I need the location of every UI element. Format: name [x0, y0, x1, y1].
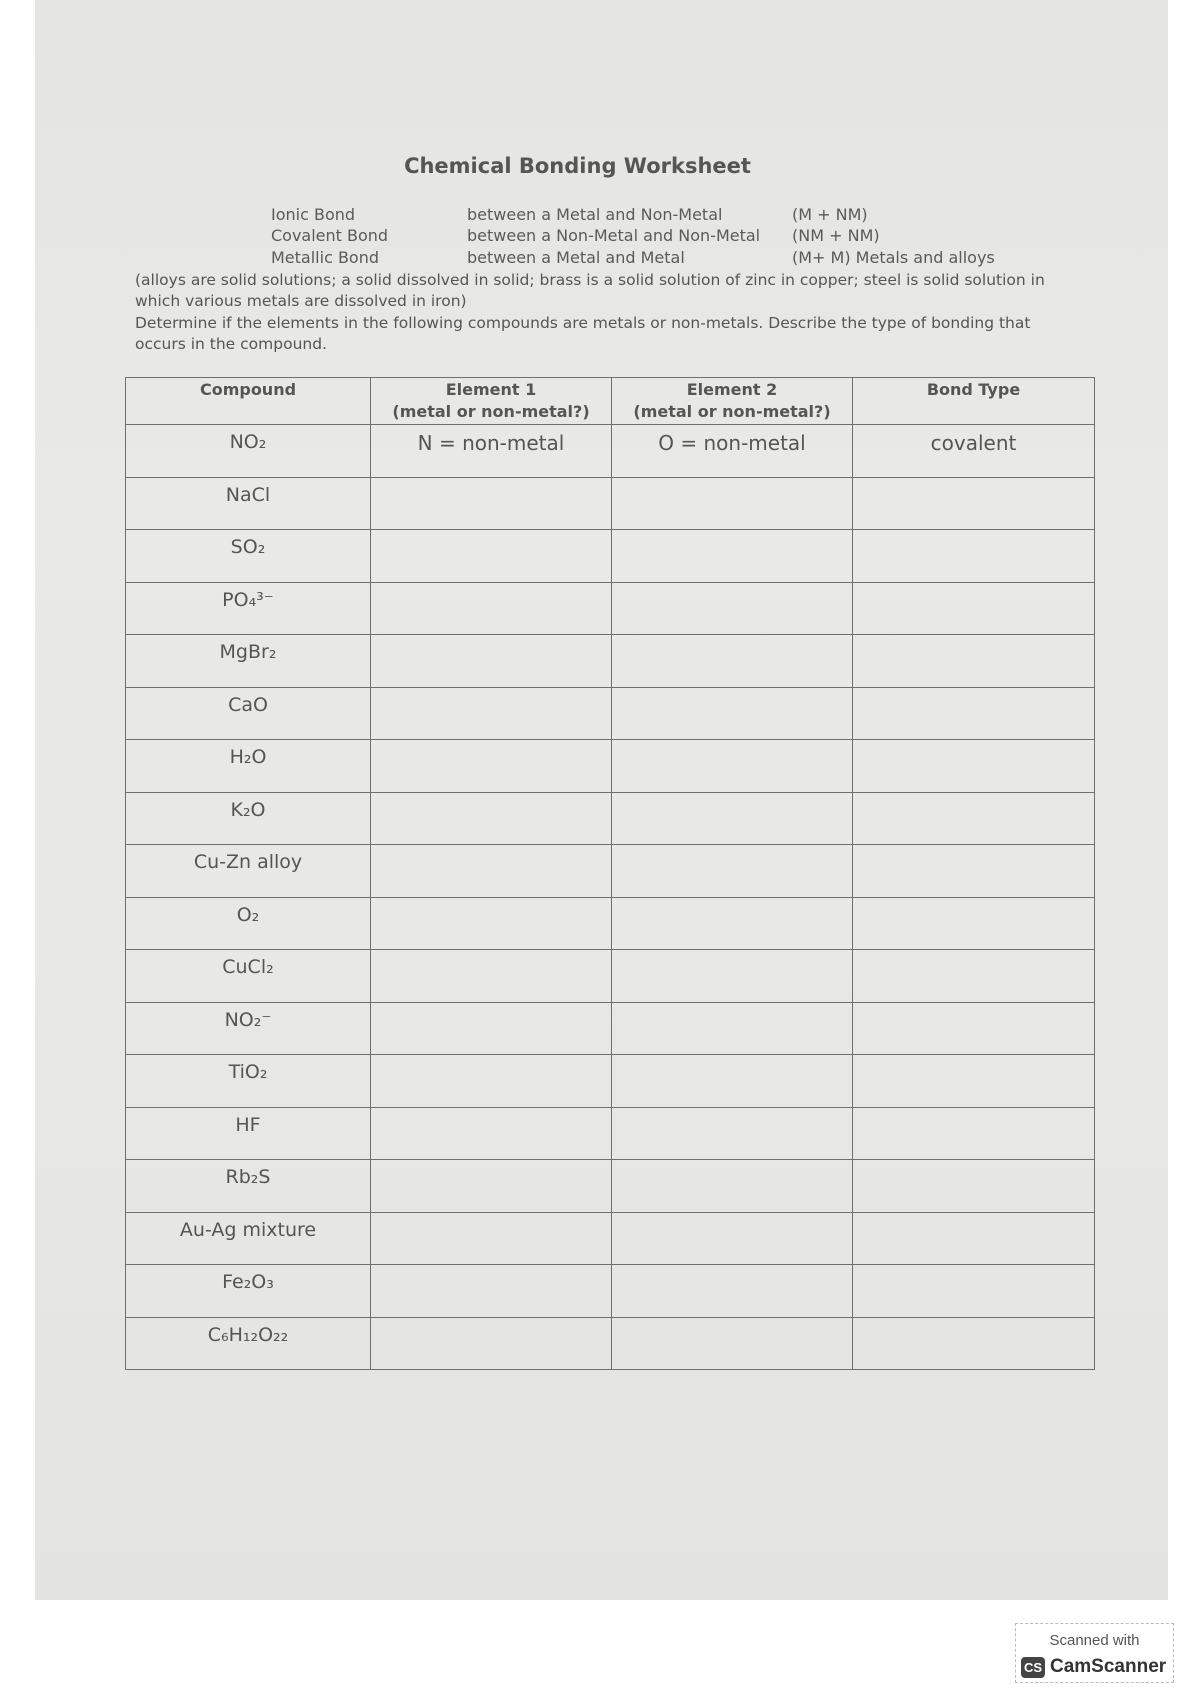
instructions: Determine if the elements in the following compounds are metals or non-metals. Describe the type of bonding that occurs in the compound. [135, 314, 1031, 353]
compound-cell: TiO₂ [126, 1055, 371, 1108]
element-2-cell[interactable] [612, 1160, 853, 1213]
header-element-1: Element 1 (metal or non-metal?) [371, 378, 612, 425]
table-body [126, 425, 1095, 1370]
table-row [126, 1160, 1095, 1213]
watermark-caption: Scanned with [1049, 1632, 1140, 1649]
element-1-cell[interactable] [371, 1055, 612, 1108]
definition-description: between a Metal and Metal [467, 248, 685, 267]
bond-type-cell[interactable] [853, 635, 1095, 688]
table-row [126, 792, 1095, 845]
bond-type-cell[interactable] [853, 845, 1095, 898]
bond-type-cell[interactable] [853, 1160, 1095, 1213]
table-header-row [126, 378, 1095, 425]
compound-cell: Au-Ag mixture [126, 1212, 371, 1265]
camscanner-logo-icon: CS [1021, 1657, 1045, 1678]
bond-type-cell[interactable] [853, 897, 1095, 950]
element-1-cell[interactable] [371, 897, 612, 950]
table-row [126, 477, 1095, 530]
bond-type-cell[interactable] [853, 950, 1095, 1003]
table-row [126, 897, 1095, 950]
definition-name: Ionic Bond [271, 205, 356, 224]
element-2-cell[interactable] [612, 635, 853, 688]
element-1-cell[interactable] [371, 950, 612, 1003]
bond-type-cell[interactable] [853, 1317, 1095, 1370]
bond-type-cell[interactable] [853, 530, 1095, 583]
element-2-cell[interactable] [612, 1317, 853, 1370]
header-compound: Compound [126, 378, 371, 425]
element-2-cell[interactable] [612, 582, 853, 635]
element-1-cell[interactable] [371, 477, 612, 530]
compound-cell: HF [126, 1107, 371, 1160]
definition-metallic [0, 247, 1200, 269]
compound-cell: H₂O [126, 740, 371, 793]
element-1-cell[interactable] [371, 687, 612, 740]
definition-ionic [0, 204, 1200, 226]
compound-cell: NaCl [126, 477, 371, 530]
element-2-cell[interactable] [612, 687, 853, 740]
compound-cell: Cu-Zn alloy [126, 845, 371, 898]
compound-cell: K₂O [126, 792, 371, 845]
element-2-cell[interactable] [612, 1265, 853, 1318]
element-1-cell[interactable] [371, 1317, 612, 1370]
table-row [126, 1055, 1095, 1108]
table-row [126, 687, 1095, 740]
header-element-2: Element 2 (metal or non-metal?) [612, 378, 853, 425]
compound-cell: Rb₂S [126, 1160, 371, 1213]
bonding-table [125, 377, 1095, 1370]
definition-abbreviation: (M + NM) [792, 205, 868, 224]
table-row [126, 1107, 1095, 1160]
definition-name: Metallic Bond [271, 248, 380, 267]
bond-type-cell[interactable] [853, 1002, 1095, 1055]
bond-type-cell[interactable] [853, 1212, 1095, 1265]
bond-type-cell[interactable]: covalent [853, 425, 1095, 478]
element-2-cell[interactable] [612, 477, 853, 530]
compound-cell: SO₂ [126, 530, 371, 583]
element-2-cell[interactable] [612, 845, 853, 898]
element-2-cell[interactable] [612, 1212, 853, 1265]
element-1-cell[interactable]: N = non-metal [371, 425, 612, 478]
element-2-cell[interactable] [612, 1107, 853, 1160]
watermark-brand: CamScanner [1050, 1656, 1167, 1677]
bond-type-cell[interactable] [853, 687, 1095, 740]
compound-cell: O₂ [126, 897, 371, 950]
definition-abbreviation: (M+ M) Metals and alloys [792, 248, 995, 267]
table-row [126, 1002, 1095, 1055]
element-1-cell[interactable] [371, 1265, 612, 1318]
compound-cell: MgBr₂ [126, 635, 371, 688]
element-2-cell[interactable] [612, 530, 853, 583]
element-2-cell[interactable] [612, 950, 853, 1003]
table-row [126, 582, 1095, 635]
element-2-cell[interactable] [612, 740, 853, 793]
bond-type-cell[interactable] [853, 792, 1095, 845]
camscanner-watermark [1015, 1623, 1174, 1683]
compound-cell: C₆H₁₂O₂₂ [126, 1317, 371, 1370]
definition-covalent [0, 225, 1200, 247]
element-2-cell[interactable] [612, 1002, 853, 1055]
compound-cell: Fe₂O₃ [126, 1265, 371, 1318]
element-2-cell[interactable] [612, 792, 853, 845]
table-row [126, 1265, 1095, 1318]
bond-type-cell[interactable] [853, 1265, 1095, 1318]
element-1-cell[interactable] [371, 1107, 612, 1160]
table-row [126, 425, 1095, 478]
table-row [126, 740, 1095, 793]
element-2-cell[interactable] [612, 1055, 853, 1108]
element-1-cell[interactable] [371, 635, 612, 688]
element-1-cell[interactable] [371, 740, 612, 793]
header-bond-type: Bond Type [853, 378, 1095, 425]
definition-name: Covalent Bond [271, 226, 389, 245]
compound-cell: CaO [126, 687, 371, 740]
definition-description: between a Metal and Non-Metal [467, 205, 723, 224]
bond-type-cell[interactable] [853, 477, 1095, 530]
element-2-cell[interactable] [612, 897, 853, 950]
definition-abbreviation: (NM + NM) [792, 226, 880, 245]
definition-description: between a Non-Metal and Non-Metal [467, 226, 761, 245]
bond-type-cell[interactable] [853, 582, 1095, 635]
element-1-cell[interactable] [371, 582, 612, 635]
table-row [126, 1317, 1095, 1370]
element-2-cell[interactable]: O = non-metal [612, 425, 853, 478]
table-row [126, 635, 1095, 688]
bond-type-cell[interactable] [853, 1107, 1095, 1160]
element-1-cell[interactable] [371, 1002, 612, 1055]
element-1-cell[interactable] [371, 792, 612, 845]
compound-cell: PO₄³⁻ [126, 582, 371, 635]
table-row [126, 1212, 1095, 1265]
bond-type-cell[interactable] [853, 1055, 1095, 1108]
element-1-cell[interactable] [371, 1212, 612, 1265]
compound-cell: NO₂ [126, 425, 371, 478]
bond-type-cell[interactable] [853, 740, 1095, 793]
table-row [126, 530, 1095, 583]
element-1-cell[interactable] [371, 1160, 612, 1213]
compound-cell: CuCl₂ [126, 950, 371, 1003]
element-1-cell[interactable] [371, 530, 612, 583]
table-row [126, 950, 1095, 1003]
compound-cell: NO₂⁻ [126, 1002, 371, 1055]
table-row [126, 845, 1095, 898]
worksheet-title: Chemical Bonding Worksheet [404, 154, 751, 178]
alloy-note: (alloys are solid solutions; a solid dissolved in solid; brass is a solid solution of zinc in copper; steel is solid solution in which various metals are dissolved in iron) [135, 271, 1045, 310]
element-1-cell[interactable] [371, 845, 612, 898]
